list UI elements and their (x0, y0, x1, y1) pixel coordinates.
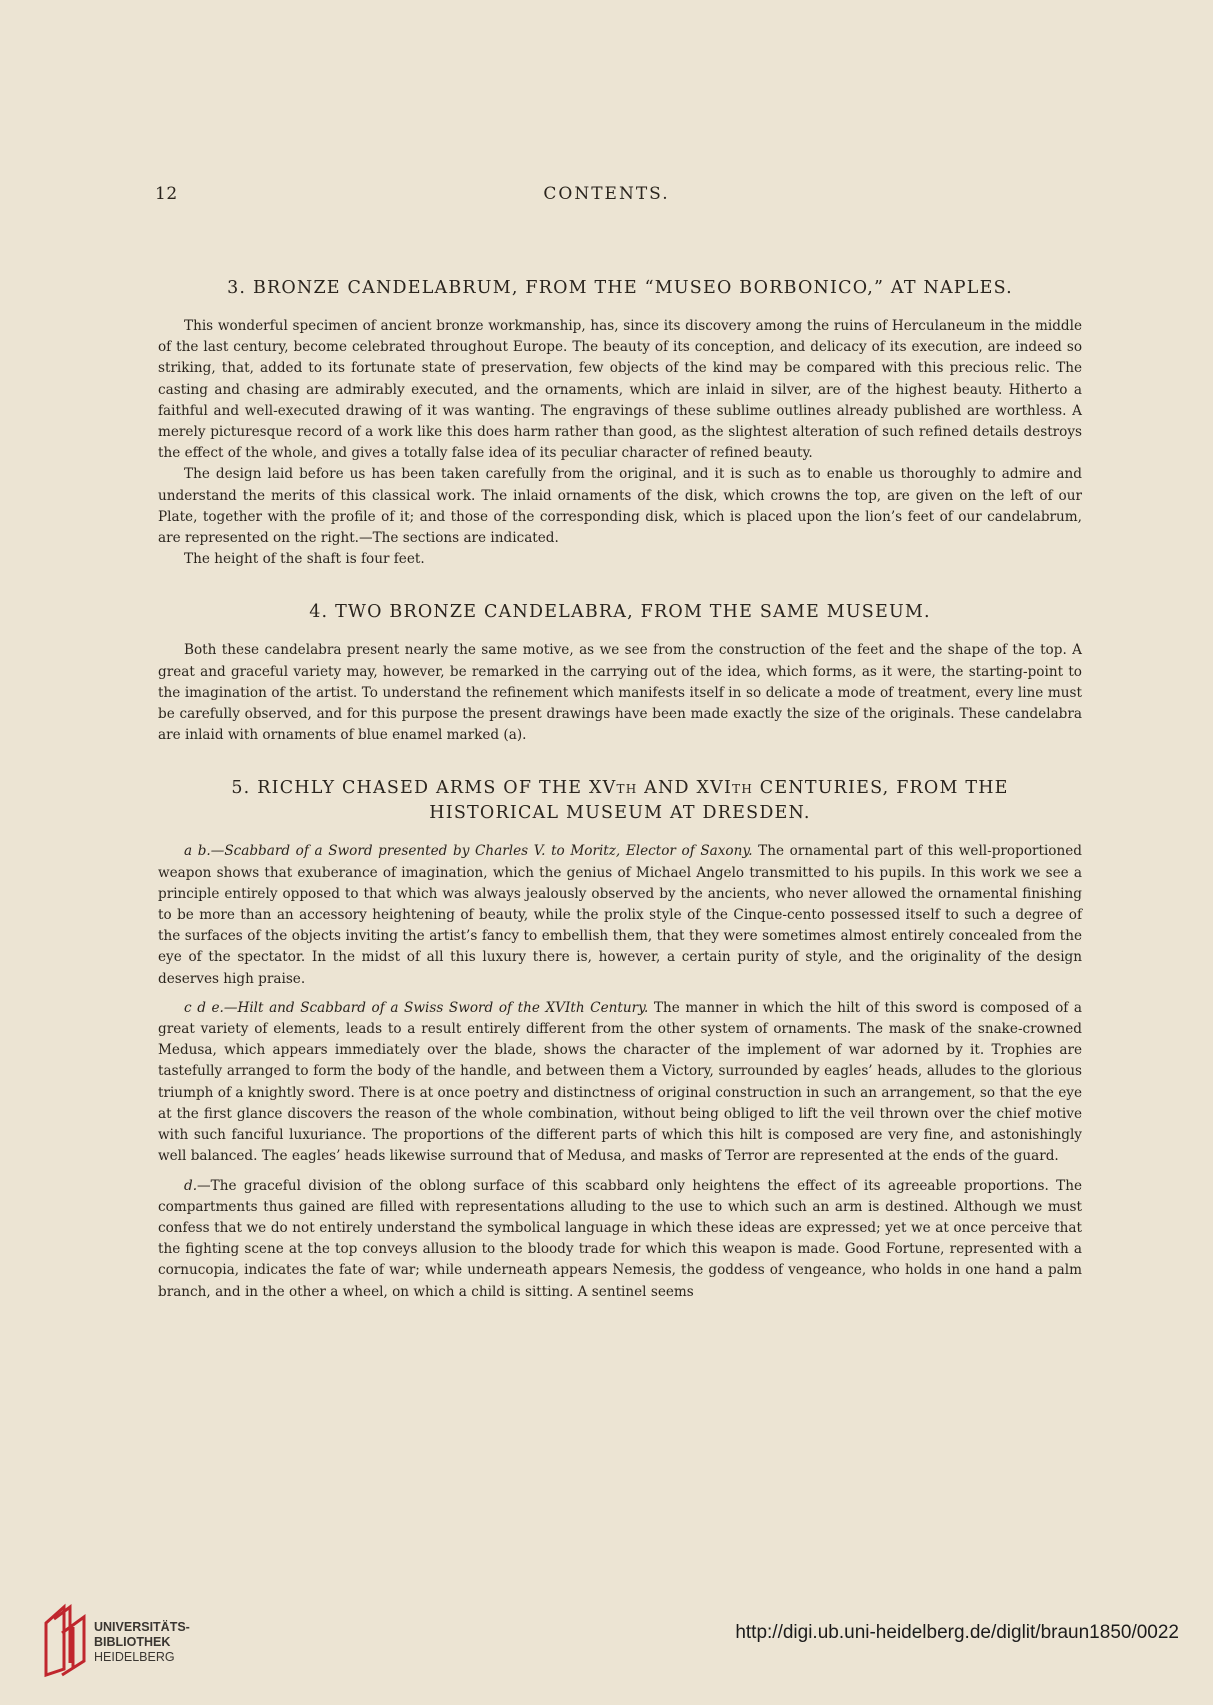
item-caption: c d e.—Hilt and Scabbard of a Swiss Sword of the XVIth Century. (184, 999, 649, 1016)
section-heading-4: 4. TWO BRONZE CANDELABRA, FROM THE SAME MUSEUM. (309, 602, 931, 623)
page-number: 12 (155, 184, 178, 204)
section-heading-3: 3. BRONZE CANDELABRUM, FROM THE “MUSEO BORBONICO,” AT NAPLES. (227, 278, 1013, 298)
item-caption: d. (184, 1177, 198, 1194)
paragraph: Both these candelabra present nearly the same motive, as we see from the construction of the feet and the shape of the top. A great and graceful variety may, however, be remarked in the carrying out of the idea, which forms, as it were, the starting-point to the imagination of the artist. To understand the refinement which manifests itself in so delicate a mode of treatment, every line must be carefully observed, and for this purpose the present drawings have been made exactly the size of the originals. These candelabra are inlaid with ornaments of blue enamel marked (a). (158, 642, 1082, 744)
paragraph: The height of the shaft is four feet. (184, 551, 425, 568)
paragraph-scabbard: a b.—Scabbard of a Sword presented by Charles V. to Moritz, Elector of Saxony. The ornamental part of this well-proportioned weapon shows that exuberance of imagination, which the genius of Michael Angelo transmitted to his pupils. In this work we see a principle entirely opposed to that which was always jealously observed by the ancients, who never allowed the ornamental finishing to be more than an accessory heightening of beauty, while the prolix style of the Cinque-cento possessed itself to such a degree of the surfaces of the objects inviting the artist’s fancy to embellish them, that they were sometimes almost entirely concealed from the eye of the spectator. In the midst of all this luxury there is, however, a certain purity of style, and the originality of the design deserves high praise. (158, 843, 1082, 987)
page-header (0, 184, 1213, 208)
source-url-link[interactable]: http://digi.ub.uni-heidelberg.de/diglit/braun1850/0022 (735, 1622, 1179, 1643)
paragraph-hilt: c d e.—Hilt and Scabbard of a Swiss Sword of the XVIth Century. The manner in which the hilt of this sword is composed of a great variety of elements, leads to a result entirely different from the other system of ornaments. The mask of the snake-crowned Medusa, which appears immediately over the blade, shows the character of the implement of war adorned by it. Trophies are tastefully arranged to form the body of the handle, and between them a Victory, surrounded by eagles’ heads, alludes to the glorious triumph of a knightly sword. There is at once poetry and distinctness of original construction in such an arrangement, so that the eye at the first glance discovers the reason of the whole combination, without being obliged to lift the veil thrown over the chief motive with such fanciful luxuriance. The proportions of the different parts of which this hilt is composed are very fine, and astonishingly well balanced. The eagles’ heads likewise surround that of Medusa, and masks of Terror are represented at the ends of the guard. (158, 999, 1082, 1165)
running-title: CONTENTS. (543, 184, 670, 204)
paragraph: The design laid before us has been taken carefully from the original, and it is such as to enable us thoroughly to admire and understand the merits of this classical work. The inlaid ornaments of the disk, which crowns the top, are given on the left of our Plate, together with the profile of it; and those of the corresponding disk, which is placed upon the lion’s feet of our candelabrum, are represented on the right.—The sections are indicated. (158, 466, 1082, 547)
page-body (158, 276, 1082, 1303)
footer (0, 1600, 1213, 1705)
paragraph-scabbard-d: d.—The graceful division of the oblong surface of this scabbard only heightens the effect of its agreeable proportions. The compartments thus gained are filled with representations alluding to the use to which such an arm is destined. Although we must confess that we do not entirely understand the symbolical language in which these ideas are expressed; yet we at once perceive that the fighting scene at the top conveys allusion to the bloody trade for which this weapon is made. Good Fortune, represented with a cornucopia, indicates the fate of war; while underneath appears Nemesis, the goddess of vengeance, who holds in one hand a palm branch, and in the other a wheel, on which a child is sitting. A sentinel seems (158, 1177, 1082, 1300)
section-heading-5: 5. RICHLY CHASED ARMS OF THE XVTH AND XVITH CENTURIES, FROM THE HISTORICAL MUSEUM AT DRESDEN. (231, 778, 1009, 824)
item-caption: a b.—Scabbard of a Sword presented by Charles V. to Moritz, Elector of Saxony. (184, 843, 753, 860)
paragraph: This wonderful specimen of ancient bronze workmanship, has, since its discovery among the ruins of Herculaneum in the middle of the last century, become celebrated throughout Europe. The beauty of its conception, and delicacy of its execution, are indeed so striking, that, added to its fortunate state of preservation, few objects of the kind may be compared with this precious relic. The casting and chasing are admirably executed, and the ornaments, which are inlaid in silver, are of the highest beauty. Hitherto a faithful and well-executed drawing of it was wanting. The engravings of these sublime outlines already published are worthless. A merely picturesque record of a work like this does harm rather than good, as the slightest alteration of such refined details destroys the effect of the whole, and gives a totally false idea of its peculiar character of refined beauty. (158, 318, 1082, 462)
library-logo-icon (40, 1603, 90, 1679)
library-name: UNIVERSITÄTS- BIBLIOTHEK HEIDELBERG (94, 1620, 190, 1664)
